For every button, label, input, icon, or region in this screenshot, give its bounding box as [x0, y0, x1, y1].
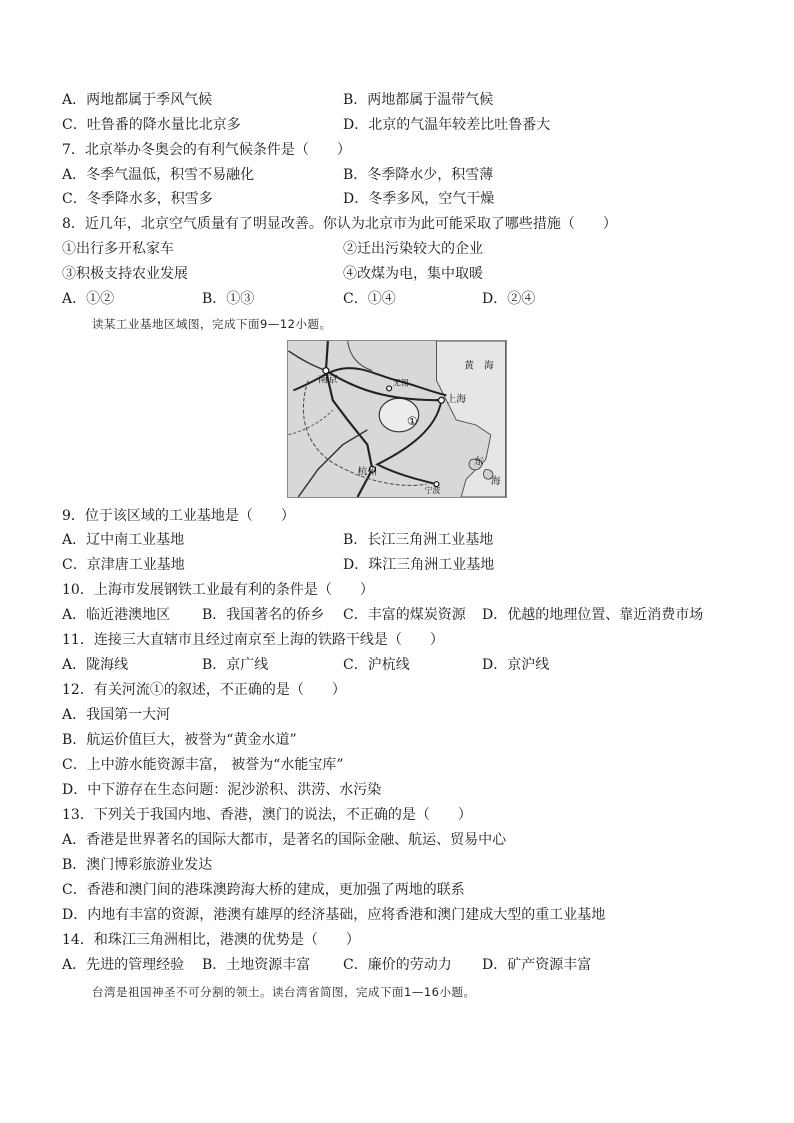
map-label-shanghai: 上海: [446, 394, 467, 406]
q11-option-b: B．京广线: [202, 657, 269, 673]
q11-option-a: A．陇海线: [62, 657, 129, 673]
q8-statement-4: ④改煤为电，集中取暖: [343, 266, 483, 282]
q12-option-d: D．中下游存在生态问题：泥沙淤积、洪涝、水污染: [62, 782, 382, 798]
q7-option-b: B．冬季降水少，积雪薄: [343, 167, 494, 183]
q13-option-d: D．内地有丰富的资源，港澳有雄厚的经济基础，应将香港和澳门建成大型的重工业基地: [62, 907, 606, 923]
map-label-yellow-sea-1: 黄: [464, 360, 474, 372]
map-label-nanjing: 南京: [318, 374, 338, 386]
q14-option-b: B．土地资源丰富: [202, 957, 311, 973]
map-label-east-sea-2: 海: [490, 476, 501, 488]
q10-stem: 10．上海市发展钢铁工业最有利的条件是（ ）: [62, 582, 374, 598]
q11-option-d: D．京沪线: [482, 657, 550, 673]
map-river-marker: ①: [406, 413, 418, 428]
q12-option-c: C．上中游水能资源丰富， 被誉为“水能宝库”: [62, 757, 344, 773]
q13-option-b: B．澳门博彩旅游业发达: [62, 857, 213, 873]
q7-stem: 7．北京举办冬奥会的有利气候条件是（ ）: [62, 142, 351, 158]
q8-option-c: C．①④: [343, 291, 396, 307]
q9-option-d: D．珠江三角洲工业基地: [343, 557, 495, 573]
q8-statement-1: ①出行多开私家车: [62, 241, 174, 257]
q8-statement-3: ③积极支持农业发展: [62, 266, 188, 282]
q11-option-c: C．沪杭线: [343, 657, 410, 673]
q14-option-a: A．先进的管理经验: [62, 957, 185, 973]
q10-option-c: C．丰富的煤炭资源: [343, 607, 466, 623]
q11-stem: 11．连接三大直辖市且经过南京至上海的铁路干线是（ ）: [62, 632, 444, 648]
q8-option-d: D．②④: [482, 291, 536, 307]
map-svg: [288, 341, 506, 497]
taiwan-instruction: 台湾是祖国神圣不可分割的领土。读台湾省简图，完成下面1—16小题。: [92, 985, 476, 999]
q8-statement-2: ②迁出污染较大的企业: [343, 241, 483, 257]
q9-option-a: A．辽中南工业基地: [62, 532, 185, 548]
q6-option-c: C．吐鲁番的降水量比北京多: [62, 117, 241, 133]
q10-option-a: A．临近港澳地区: [62, 607, 171, 623]
q8-option-b: B．①③: [202, 291, 255, 307]
q12-option-b: B．航运价值巨大，被誉为“黄金水道”: [62, 732, 297, 748]
q9-stem: 9．位于该区域的工业基地是（ ）: [62, 508, 295, 524]
q14-stem: 14．和珠江三角洲相比，港澳的优势是（ ）: [62, 932, 360, 948]
q9-option-c: C．京津唐工业基地: [62, 557, 185, 573]
q13-stem: 13．下列关于我国内地、香港，澳门的说法，不正确的是（ ）: [62, 807, 472, 823]
industrial-base-map: [287, 340, 507, 498]
q10-option-b: B．我国著名的侨乡: [202, 607, 325, 623]
q8-option-a: A．①②: [62, 291, 115, 307]
q12-option-a: A．我国第一大河: [62, 707, 171, 723]
q7-option-c: C．冬季降水多，积雪多: [62, 191, 213, 207]
q6-option-a: A．两地都属于季风气候: [62, 92, 213, 108]
q8-stem: 8．近几年，北京空气质量有了明显改善。你认为北京市为此可能采取了哪些措施（ ）: [62, 216, 617, 232]
q6-option-d: D．北京的气温年较差比吐鲁番大: [343, 117, 551, 133]
q14-option-c: C．廉价的劳动力: [343, 957, 452, 973]
map-label-yellow-sea-2: 海: [483, 360, 494, 372]
q10-option-d: D．优越的地理位置、靠近消费市场: [482, 607, 704, 623]
q14-option-d: D．矿产资源丰富: [482, 957, 592, 973]
map-label-wuxi: 无锡: [393, 378, 409, 388]
q13-option-c: C．香港和澳门间的港珠澳跨海大桥的建成，更加强了两地的联系: [62, 882, 465, 898]
q12-stem: 12．有关河流①的叙述，不正确的是（ ）: [62, 682, 346, 698]
map-label-ningbo: 宁波: [424, 486, 441, 496]
q9-option-b: B．长江三角洲工业基地: [343, 532, 494, 548]
q7-option-d: D．冬季多风，空气干燥: [343, 191, 495, 207]
map-instruction: 读某工业基地区域图，完成下面9—12小题。: [92, 317, 332, 331]
q13-option-a: A．香港是世界著名的国际大都市，是著名的国际金融、航运、贸易中心: [62, 832, 507, 848]
q7-option-a: A．冬季气温低，积雪不易融化: [62, 167, 255, 183]
map-label-east-sea-1: 东: [474, 456, 484, 468]
q6-option-b: B．两地都属于温带气候: [343, 92, 494, 108]
map-label-hangzhou: 杭州: [357, 466, 378, 478]
